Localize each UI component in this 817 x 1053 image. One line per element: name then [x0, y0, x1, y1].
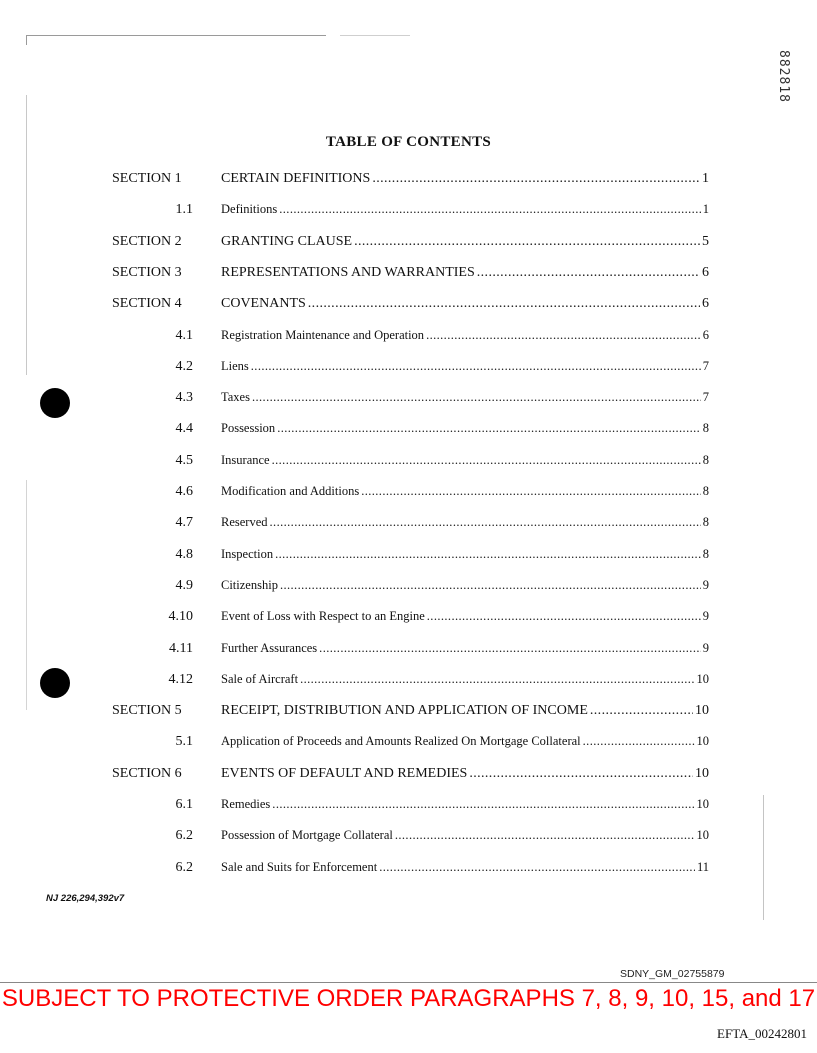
toc-entry	[221, 641, 709, 656]
toc-entry	[221, 202, 709, 217]
toc-entry	[221, 797, 709, 812]
toc-entry	[221, 328, 709, 343]
toc-subsection-row[interactable]	[0, 453, 817, 473]
toc-number: 5.1	[175, 734, 193, 749]
toc-entry	[221, 578, 709, 593]
toc-section-row[interactable]	[0, 171, 817, 191]
toc-leader-dots	[279, 202, 701, 217]
toc-leader-dots	[477, 265, 700, 281]
toc-number: 4.4	[175, 421, 193, 436]
toc-section-row[interactable]	[0, 766, 817, 786]
toc-number: 4.8	[175, 547, 193, 562]
toc-leader-dots	[372, 171, 700, 187]
toc-entry	[221, 672, 709, 687]
toc-entry	[221, 234, 709, 250]
toc-subsection-row[interactable]	[0, 828, 817, 848]
toc-number: SECTION 4	[112, 296, 182, 311]
toc-leader-dots	[308, 296, 700, 312]
toc-entry	[221, 515, 709, 530]
toc-section-row[interactable]	[0, 234, 817, 254]
toc-page-number: 8	[702, 484, 709, 498]
toc-title: REPRESENTATIONS AND WARRANTIES	[221, 265, 475, 280]
vertical-doc-id: 882818	[776, 50, 791, 103]
toc-number: 4.9	[175, 578, 193, 593]
toc-page-number: 8	[702, 547, 709, 561]
toc-page-number: 10	[696, 734, 709, 748]
toc-subsection-row[interactable]	[0, 578, 817, 598]
toc-number: 4.5	[175, 453, 193, 468]
toc-section-row[interactable]	[0, 265, 817, 285]
toc-leader-dots	[300, 672, 694, 687]
toc-page-number: 8	[702, 515, 709, 529]
toc-title: Inspection	[221, 547, 274, 561]
toc-number: SECTION 5	[112, 703, 182, 718]
toc-leader-dots	[319, 641, 701, 656]
toc-leader-dots	[277, 421, 701, 436]
toc-entry	[221, 766, 709, 782]
toc-page-number: 1	[702, 171, 709, 186]
toc-leader-dots	[427, 609, 701, 624]
toc-number: 4.2	[175, 359, 193, 374]
protective-order-banner: SUBJECT TO PROTECTIVE ORDER PARAGRAPHS 7, 8, 9, 10, 15, and 17	[1, 985, 816, 1012]
toc-page-number: 5	[702, 234, 709, 249]
toc-page-number: 10	[696, 828, 709, 842]
toc-entry	[221, 453, 709, 468]
toc-title: Insurance	[221, 453, 270, 467]
toc-subsection-row[interactable]	[0, 359, 817, 379]
toc-title: CERTAIN DEFINITIONS	[221, 171, 371, 186]
toc-entry	[221, 703, 709, 719]
toc-page-number: 8	[702, 421, 709, 435]
toc-entry	[221, 609, 709, 624]
toc-leader-dots	[590, 703, 693, 719]
toc-number: SECTION 1	[112, 171, 182, 186]
toc-page-number: 1	[702, 202, 709, 216]
toc-page-number: 10	[696, 797, 709, 811]
toc-subsection-row[interactable]	[0, 484, 817, 504]
toc-title: Sale and Suits for Enforcement	[221, 860, 378, 874]
toc-number: 4.6	[175, 484, 193, 499]
toc-page-number: 11	[696, 860, 709, 874]
toc-entry	[221, 421, 709, 436]
toc-page-number: 10	[695, 703, 709, 718]
toc-leader-dots	[272, 797, 694, 812]
page-border-top	[26, 35, 326, 36]
toc-entry	[221, 828, 709, 843]
toc-subsection-row[interactable]	[0, 202, 817, 222]
bates-number: SDNY_GM_02755879	[620, 968, 725, 980]
toc-number: SECTION 3	[112, 265, 182, 280]
toc-title: Reserved	[221, 515, 268, 529]
toc-subsection-row[interactable]	[0, 390, 817, 410]
toc-number: 6.1	[175, 797, 193, 812]
toc-entry	[221, 734, 709, 749]
toc-leader-dots	[583, 734, 695, 749]
toc-page-number: 6	[702, 328, 709, 342]
toc-section-row[interactable]	[0, 296, 817, 316]
toc-title: Definitions	[221, 202, 278, 216]
toc-page-number: 9	[702, 578, 709, 592]
page-title: TABLE OF CONTENTS	[325, 134, 492, 150]
toc-leader-dots	[251, 359, 701, 374]
toc-leader-dots	[275, 547, 701, 562]
toc-title: Registration Maintenance and Operation	[221, 328, 425, 342]
toc-page-number: 7	[702, 390, 709, 404]
toc-page-number: 6	[702, 296, 709, 311]
toc-title: Modification and Additions	[221, 484, 360, 498]
toc-leader-dots	[469, 766, 693, 782]
toc-entry	[221, 296, 709, 312]
toc-title: Sale of Aircraft	[221, 672, 299, 686]
toc-page-number: 10	[696, 672, 709, 686]
toc-entry	[221, 860, 709, 875]
toc-title: Remedies	[221, 797, 271, 811]
toc-number: 4.7	[175, 515, 193, 530]
toc-leader-dots	[252, 390, 701, 405]
toc-title: Liens	[221, 359, 249, 373]
toc-subsection-row[interactable]	[0, 797, 817, 817]
toc-page-number: 9	[702, 641, 709, 655]
page-border-corner	[26, 35, 27, 45]
footer-code: NJ 226,294,392v7	[46, 893, 125, 904]
footer-rule	[0, 982, 817, 983]
toc-title: Possession	[221, 421, 276, 435]
toc-number: 4.12	[168, 672, 193, 687]
toc-page-number: 8	[702, 453, 709, 467]
toc-page-number: 9	[702, 609, 709, 623]
toc-number: 4.3	[175, 390, 193, 405]
toc-leader-dots	[280, 578, 701, 593]
toc-entry	[221, 390, 709, 405]
toc-page-number: 6	[702, 265, 709, 280]
toc-number: 6.2	[175, 828, 193, 843]
toc-title: Further Assurances	[221, 641, 318, 655]
toc-number: 4.10	[168, 609, 193, 624]
toc-number: SECTION 6	[112, 766, 182, 781]
toc-subsection-row[interactable]	[0, 609, 817, 629]
toc-title: GRANTING CLAUSE	[221, 234, 353, 249]
toc-leader-dots	[426, 328, 701, 343]
toc-title: Event of Loss with Respect to an Engine	[221, 609, 425, 623]
toc-entry	[221, 171, 709, 187]
toc-title: Possession of Mortgage Collateral	[221, 828, 393, 842]
toc-number: 6.2	[175, 860, 193, 875]
toc-number: 4.11	[169, 641, 193, 656]
toc-leader-dots	[395, 828, 695, 843]
toc-leader-dots	[379, 860, 695, 875]
toc-subsection-row[interactable]	[0, 860, 817, 880]
toc-number: 1.1	[175, 202, 193, 217]
toc-subsection-row[interactable]	[0, 515, 817, 535]
toc-number: 4.1	[175, 328, 193, 343]
toc-title: Application of Proceeds and Amounts Realized On Mortgage Collateral	[221, 734, 581, 748]
toc-subsection-row[interactable]	[0, 328, 817, 348]
toc-subsection-row[interactable]	[0, 547, 817, 567]
page-border-top-faint	[340, 35, 410, 36]
toc-page-number: 10	[695, 766, 709, 781]
toc-subsection-row[interactable]	[0, 421, 817, 441]
toc-section-row[interactable]	[0, 703, 817, 723]
toc-title: Citizenship	[221, 578, 278, 592]
toc-leader-dots	[270, 515, 701, 530]
toc-entry	[221, 359, 709, 374]
toc-title: COVENANTS	[221, 296, 306, 311]
toc-number: SECTION 2	[112, 234, 182, 249]
toc-leader-dots	[272, 453, 701, 468]
toc-entry	[221, 484, 709, 499]
toc-leader-dots	[354, 234, 700, 250]
toc-subsection-row[interactable]	[0, 734, 817, 754]
toc-subsection-row[interactable]	[0, 641, 817, 661]
efta-number: EFTA_00242801	[717, 1026, 807, 1041]
toc-leader-dots	[361, 484, 701, 499]
toc-title: Taxes	[221, 390, 250, 404]
toc-subsection-row[interactable]	[0, 672, 817, 692]
toc-entry	[221, 547, 709, 562]
toc-entry	[221, 265, 709, 281]
toc-title: EVENTS OF DEFAULT AND REMEDIES	[221, 766, 468, 781]
toc-page-number: 7	[702, 359, 709, 373]
toc-title: RECEIPT, DISTRIBUTION AND APPLICATION OF INCOME	[221, 703, 588, 718]
